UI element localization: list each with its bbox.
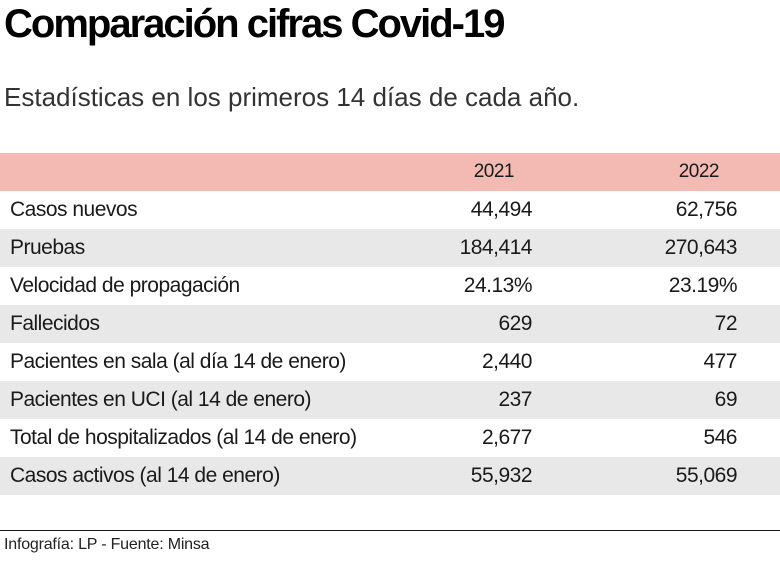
value-2021: 2,440: [481, 350, 532, 373]
row-label: Casos activos (al 14 de enero): [10, 464, 280, 487]
row-label: Pacientes en sala (al día 14 de enero): [10, 350, 346, 373]
table-row: [0, 267, 780, 305]
value-2021: 44,494: [470, 198, 532, 221]
row-label: Pruebas: [10, 236, 85, 259]
row-label: Fallecidos: [10, 312, 100, 335]
value-2022: 62,756: [675, 198, 737, 221]
table-row: [0, 343, 780, 381]
value-2022: 477: [703, 350, 737, 373]
page-title: Comparación cifras Covid-19: [4, 2, 504, 46]
table-row: [0, 305, 780, 343]
row-label: Pacientes en UCI (al 14 de enero): [10, 388, 312, 411]
value-2021: 237: [498, 388, 532, 411]
source-credit: Infografía: LP - Fuente: Minsa: [4, 536, 210, 553]
value-2022: 546: [703, 426, 737, 449]
value-2021: 24.13%: [463, 274, 532, 297]
footer-divider: [0, 530, 780, 531]
table-row: [0, 419, 780, 457]
table-row: [0, 457, 780, 495]
row-label: Velocidad de propagación: [10, 274, 240, 297]
row-label: Total de hospitalizados (al 14 de enero): [10, 426, 357, 449]
value-2021: 55,932: [470, 464, 532, 487]
value-2022: 23.19%: [668, 274, 737, 297]
value-2021: 2,677: [481, 426, 532, 449]
subtitle: Estadísticas en los primeros 14 días de cada año.: [4, 82, 580, 112]
table-row: [0, 381, 780, 419]
table-header-row: [0, 153, 780, 191]
header-2022: 2022: [678, 161, 719, 182]
table-row: [0, 229, 780, 267]
value-2022: 55,069: [675, 464, 737, 487]
row-label: Casos nuevos: [10, 198, 138, 221]
value-2022: 69: [714, 388, 737, 411]
header-2021: 2021: [473, 161, 514, 182]
value-2021: 184,414: [459, 236, 532, 259]
table-row: [0, 191, 780, 229]
value-2021: 629: [498, 312, 532, 335]
value-2022: 270,643: [664, 236, 737, 259]
covid-comparison-table: [0, 153, 780, 495]
value-2022: 72: [714, 312, 737, 335]
